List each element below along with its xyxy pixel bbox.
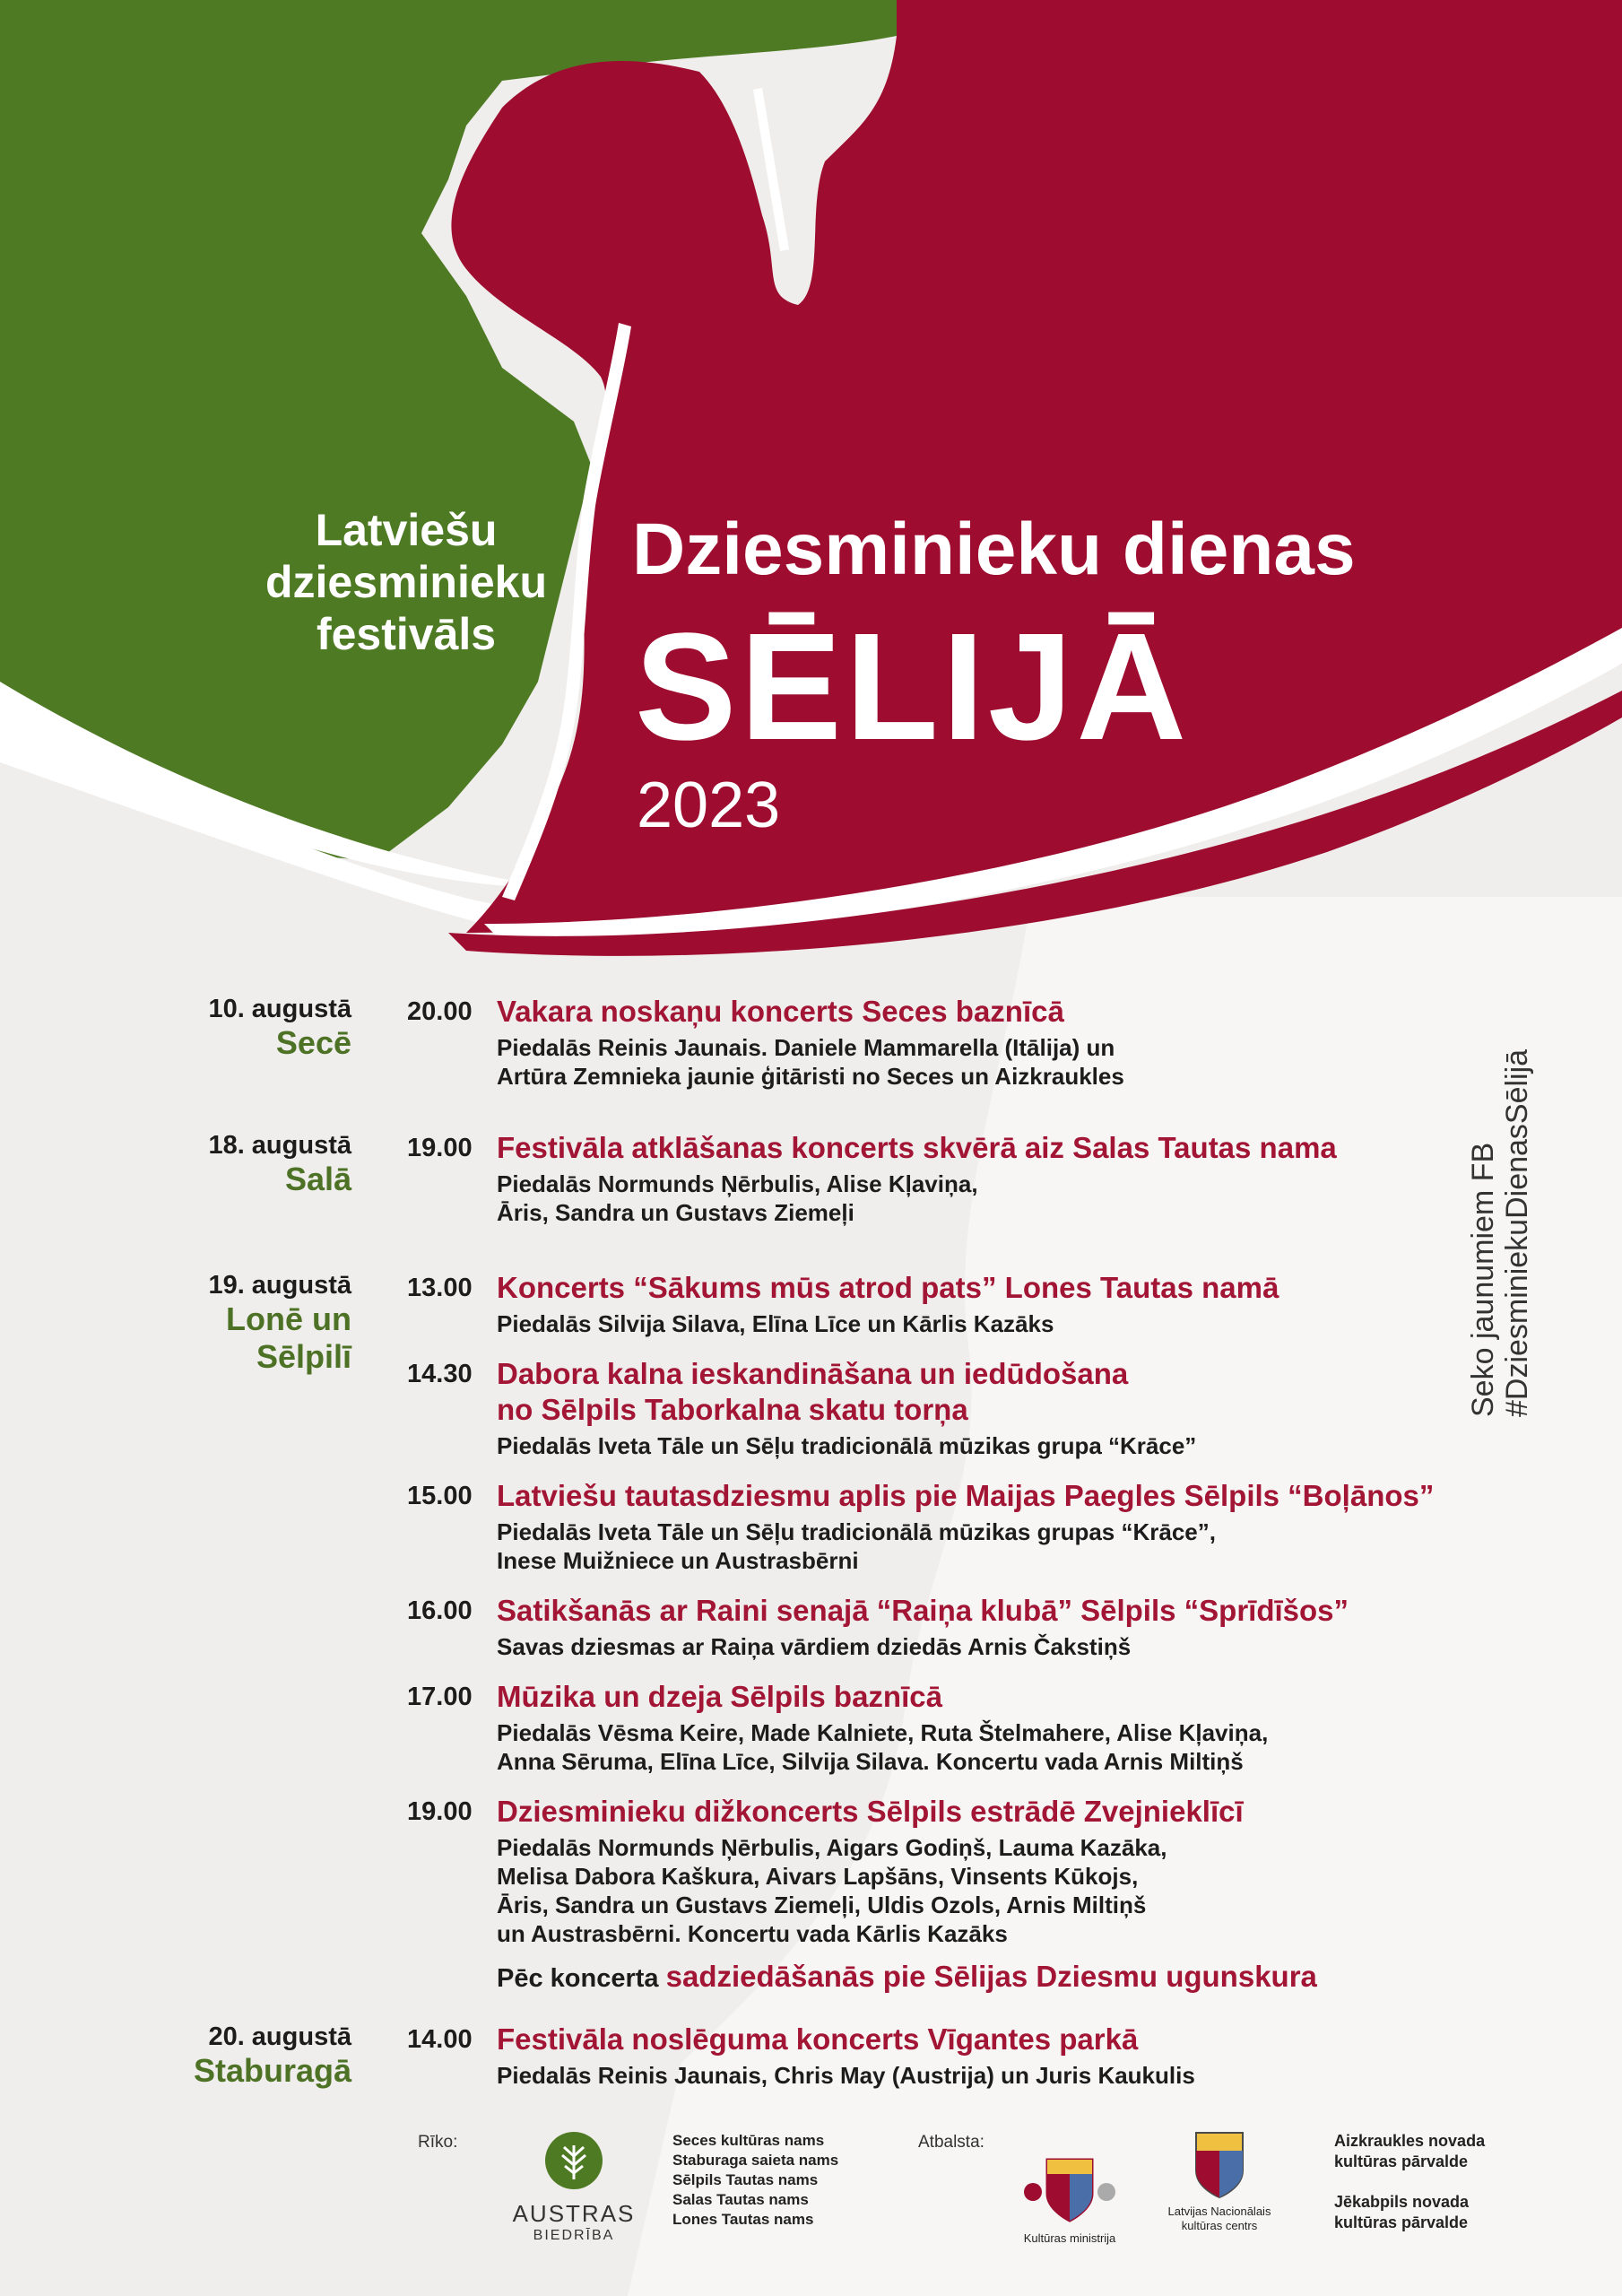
schedule-day: [0, 1130, 1453, 1245]
event: [407, 1593, 1447, 1661]
schedule-day: [0, 2022, 1453, 2108]
event-title: Dziesminieku dižkoncerts Sēlpils estrādē Zvejnieklīcī: [497, 1795, 1244, 1828]
event-description-line: un Austrasbērni. Koncertu vada Kārlis Kazāks: [497, 1920, 1008, 1947]
festival-subtitle-line1: Latviešu: [315, 505, 498, 555]
social-note: [1466, 996, 1534, 1417]
event-description: [497, 1833, 1447, 1948]
festival-subtitle-line3: festivāls: [316, 609, 497, 659]
event-body: [497, 1356, 1447, 1460]
day-events: [407, 1270, 1447, 1996]
event: [407, 1356, 1447, 1460]
event-time: 14.30: [407, 1360, 473, 1388]
event-time: 19.00: [407, 1134, 473, 1162]
event-body: [497, 1270, 1447, 1338]
event-time: 17.00: [407, 1683, 473, 1711]
event-description-line: Piedalās Reinis Jaunais, Chris May (Austrija) un Juris Kaukulis: [497, 2062, 1195, 2089]
ministry-logo: [1011, 2147, 1128, 2246]
lnkc-name-line1: Latvijas Nacionālais: [1167, 2205, 1271, 2218]
event: [407, 1130, 1447, 1227]
event-description: [497, 1033, 1447, 1091]
organizer-list: [672, 2131, 838, 2230]
admin2-line2: kultūras pārvalde: [1334, 2213, 1469, 2231]
lnkc-logo: [1162, 2126, 1277, 2233]
lnkc-name-line2: kultūras centrs: [1181, 2219, 1258, 2232]
event-description: [497, 2061, 1447, 2090]
day-place: Lonē un: [226, 1300, 351, 1337]
festival-subtitle-line2: dziesminieku: [265, 557, 547, 607]
poster-title: Dziesminieku dienas: [632, 509, 1356, 590]
latvia-small-coat-of-arms-icon: [1191, 2126, 1248, 2201]
event-body: [497, 1679, 1447, 1776]
day-label: [0, 1270, 351, 1996]
organizer-list-item: Seces kultūras nams: [672, 2132, 825, 2149]
event-body: [497, 1478, 1447, 1575]
event-description-line: Āris, Sandra un Gustavs Ziemeļi: [497, 1199, 854, 1226]
poster-year: 2023: [637, 770, 781, 841]
after-concert-note: [497, 1959, 1447, 1996]
event-description-line: Piedalās Vēsma Keire, Made Kalniete, Ruta Štelmahere, Alise Kļaviņa,: [497, 1719, 1269, 1746]
organizer-list-item: Lones Tautas nams: [672, 2211, 814, 2228]
event-description-line: Āris, Sandra un Gustavs Ziemeļi, Uldis Ozols, Arnis Miltiņš: [497, 1892, 1147, 1918]
event-time: 20.00: [407, 997, 473, 1026]
admin1-line2: kultūras pārvalde: [1334, 2152, 1469, 2170]
festival-subtitle: [258, 504, 554, 660]
latvia-coat-of-arms-icon: [1020, 2147, 1119, 2228]
schedule-day: [0, 994, 1453, 1109]
austras-logo: [502, 2131, 646, 2244]
event-description-line: Savas dziesmas ar Raiņa vārdiem dziedās Arnis Čakstiņš: [497, 1633, 1132, 1660]
day-events: [407, 1130, 1447, 1245]
event-time: 13.00: [407, 1274, 473, 1302]
event-description: [497, 1518, 1447, 1575]
event: [407, 1679, 1447, 1776]
day-date: 10. augustā: [208, 995, 351, 1023]
event: [407, 994, 1447, 1091]
event: [407, 2022, 1447, 2090]
support-label: Atbalsta:: [918, 2133, 984, 2152]
day-label: [0, 2022, 351, 2108]
day-place-second: Sēlpilī: [256, 1338, 351, 1375]
organizer-list-item: Sēlpils Tautas nams: [672, 2171, 819, 2188]
event-title: Dabora kalna ieskandināšana un iedūdošana: [497, 1357, 1129, 1390]
event-body: [497, 1593, 1447, 1661]
day-label: [0, 994, 351, 1109]
social-note-hashtag: #DziesminiekuDienasSēlijā: [1500, 1048, 1534, 1417]
admin2-line1: Jēkabpils novada: [1334, 2193, 1470, 2211]
event-time: 19.00: [407, 1797, 473, 1826]
event-description: [497, 1632, 1447, 1661]
event-description: [497, 1170, 1447, 1227]
event-title: Latviešu tautasdziesmu aplis pie Maijas Paegles Sēlpils “Boļānos”: [497, 1479, 1435, 1512]
austras-logo-name: AUSTRAS: [512, 2200, 636, 2227]
event-description: [497, 1718, 1447, 1776]
event: [407, 1794, 1447, 1996]
event-time: 15.00: [407, 1482, 473, 1510]
event-title: Satikšanās ar Raini senajā “Raiņa klubā” Sēlpils “Sprīdīšos”: [497, 1594, 1349, 1627]
event-time: 14.00: [407, 2025, 473, 2054]
event-time: 16.00: [407, 1596, 473, 1625]
footer: [0, 2131, 1622, 2283]
event-description-line: Anna Sēruma, Elīna Līce, Silvija Silava. Koncertu vada Arnis Miltiņš: [497, 1748, 1244, 1775]
event-description-line: Piedalās Normunds Ņērbulis, Aigars Godiņš, Lauma Kazāka,: [497, 1834, 1167, 1861]
event-title-line2: no Sēlpils Taborkalna skatu torņa: [497, 1393, 968, 1426]
event: [407, 1270, 1447, 1338]
admin1-line1: Aizkraukles novada: [1334, 2132, 1486, 2150]
organizer-list-item: Staburaga saieta nams: [672, 2152, 839, 2169]
event-description-line: Piedalās Normunds Ņērbulis, Alise Kļaviņa,: [497, 1170, 978, 1197]
event-title: Mūzika un dzeja Sēlpils baznīcā: [497, 1680, 942, 1713]
event-description-line: Piedalās Reinis Jaunais. Daniele Mammarella (Itālija) un: [497, 1034, 1115, 1061]
event-title: Koncerts “Sākums mūs atrod pats” Lones Tautas namā: [497, 1271, 1279, 1304]
after-concert-prefix: Pēc koncerta: [497, 1964, 659, 1993]
day-place: Staburagā: [193, 2052, 351, 2089]
austras-logo-sub: BIEDRĪBA: [533, 2228, 615, 2243]
event-description-line: Piedalās Silvija Silava, Elīna Līce un Kārlis Kazāks: [497, 1310, 1054, 1337]
day-date: 18. augustā: [208, 1131, 351, 1160]
after-concert-highlight: sadziedāšanās pie Sēlijas Dziesmu ugunskura: [665, 1960, 1317, 1993]
event-description-line: Piedalās Iveta Tāle un Sēļu tradicionālā mūzikas grupas “Krāce”,: [497, 1518, 1216, 1545]
day-events: [407, 994, 1447, 1109]
event-description-line: Piedalās Iveta Tāle un Sēļu tradicionālā mūzikas grupa “Krāce”: [497, 1432, 1197, 1459]
admin-list: [1334, 2131, 1485, 2233]
event-body: [497, 1794, 1447, 1996]
social-note-line1: Seko jaunumiem FB: [1466, 1142, 1500, 1417]
tree-icon: [544, 2131, 603, 2190]
day-place: Salā: [284, 1161, 351, 1197]
event-description: [497, 1431, 1447, 1460]
poster-title-region: SĒLIJĀ: [635, 602, 1191, 772]
event-description-line: Inese Muižniece un Austrasbērni: [497, 1547, 859, 1574]
event-body: [497, 1130, 1447, 1227]
schedule-day: [0, 1270, 1453, 1996]
event-title: Festivāla noslēguma koncerts Vīgantes parkā: [497, 2022, 1139, 2056]
event-title: Vakara noskaņu koncerts Seces baznīcā: [497, 995, 1064, 1028]
ministry-name: Kultūras ministrija: [1023, 2231, 1116, 2245]
organizer-list-item: Salas Tautas nams: [672, 2191, 809, 2208]
schedule: [0, 994, 1453, 2131]
event-body: [497, 2022, 1447, 2090]
day-label: [0, 1130, 351, 1245]
day-date: 19. augustā: [208, 1271, 351, 1300]
event: [407, 1478, 1447, 1575]
event-description-line: Melisa Dabora Kaškura, Aivars Lapšāns, Vinsents Kūkojs,: [497, 1863, 1139, 1890]
day-events: [407, 2022, 1447, 2108]
event-body: [497, 994, 1447, 1091]
event-description-line: Artūra Zemnieka jaunie ģitāristi no Seces un Aizkraukles: [497, 1063, 1124, 1090]
event-title: Festivāla atklāšanas koncerts skvērā aiz Salas Tautas nama: [497, 1131, 1337, 1164]
day-place: Secē: [275, 1024, 351, 1061]
event-description: [497, 1309, 1447, 1338]
organizer-label: Rīko:: [418, 2133, 458, 2152]
day-date: 20. augustā: [208, 2022, 351, 2051]
